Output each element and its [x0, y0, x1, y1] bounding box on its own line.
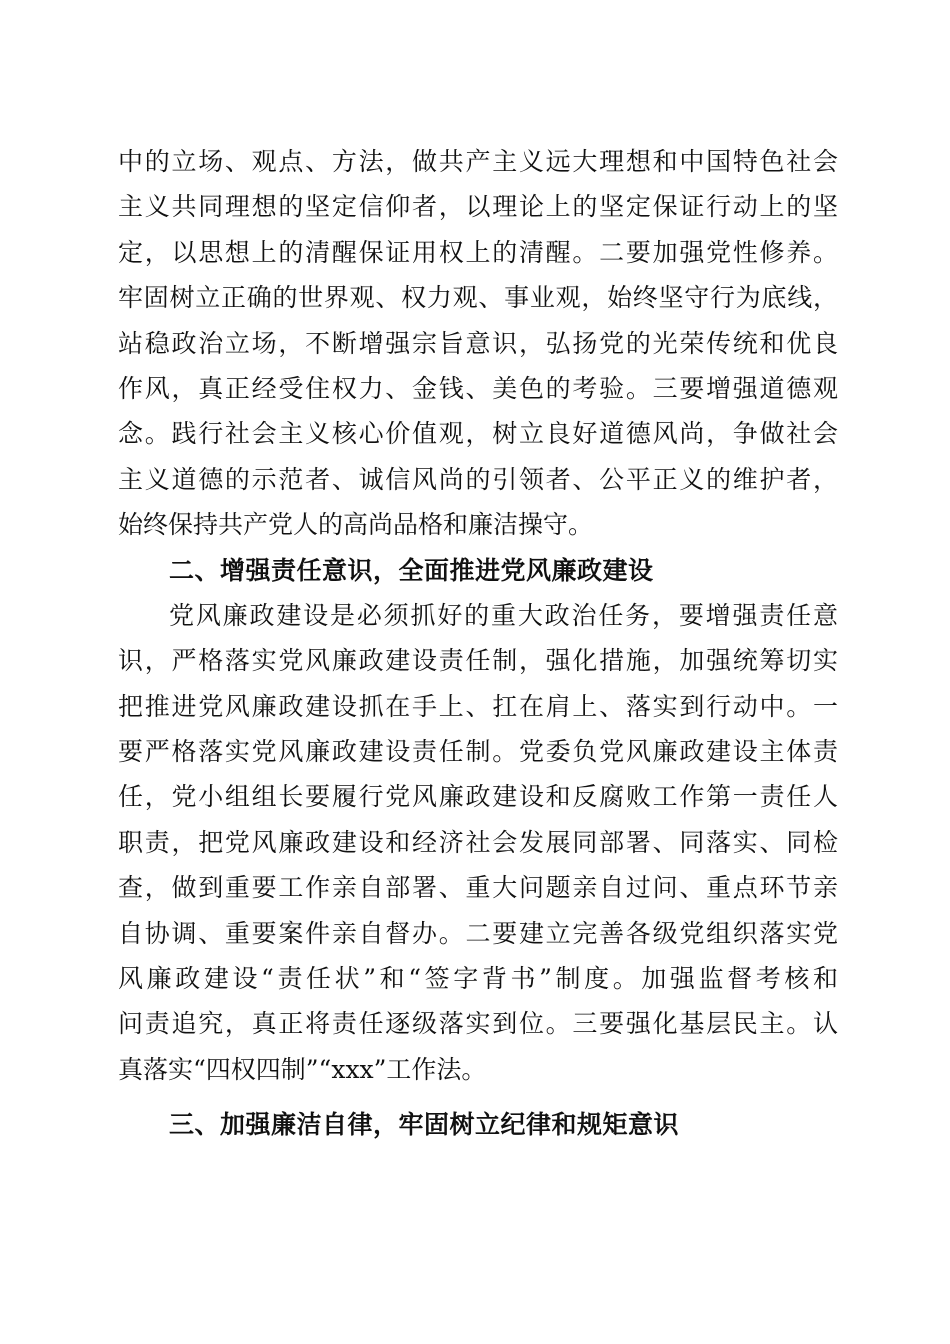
text-line: 始终保持共产党人的高尚品格和廉洁操守。 [118, 510, 594, 540]
document-body [118, 139, 838, 1148]
text-line: 真落实“四权四制”“xxx”工作法。 [118, 1054, 487, 1084]
text-line: 党风廉政建设是必须抓好的重大政治任务，要增强责任意 [169, 600, 838, 630]
text-line: 念。践行社会主义核心价值观，树立良好道德风尚，争做社会 [118, 419, 838, 449]
text-line: 职责，把党风廉政建设和经济社会发展同部署、同落实、同检 [118, 827, 838, 857]
text-line: 牢固树立正确的世界观、权力观、事业观，始终坚守行为底线， [118, 283, 838, 313]
spacer [118, 1092, 838, 1102]
text-line: 把推进党风廉政建设抓在手上、扛在肩上、落实到行动中。一 [118, 691, 838, 721]
text-line: 识，严格落实党风廉政建设责任制，强化措施，加强统筹切实 [118, 646, 838, 676]
text-line: 主义共同理想的坚定信仰者，以理论上的坚定保证行动上的坚 [118, 192, 838, 222]
text-line: 风廉政建设“责任状”和“签字背书”制度。加强监督考核和 [118, 964, 838, 994]
text-line: 自协调、重要案件亲自督办。二要建立完善各级党组织落实党 [118, 918, 838, 948]
text-line: 要严格落实党风廉政建设责任制。党委负党风廉政建设主体责 [118, 737, 838, 767]
text-line: 定，以思想上的清醒保证用权上的清醒。二要加强党性修养。 [118, 237, 838, 267]
text-line: 任，党小组组长要履行党风廉政建设和反腐败工作第一责任人 [118, 782, 838, 812]
paragraph-section-2 [118, 593, 838, 1092]
section-heading-3: 三、加强廉洁自律，牢固树立纪律和规矩意识 [169, 1110, 680, 1140]
text-line: 中的立场、观点、方法，做共产主义远大理想和中国特色社会 [118, 147, 838, 176]
text-line: 主义道德的示范者、诚信风尚的引领者、公平正义的维护者， [118, 464, 838, 494]
text-line: 作风，真正经受住权力、金钱、美色的考验。三要增强道德观 [118, 373, 838, 403]
text-line: 站稳政治立场，不断增强宗旨意识，弘扬党的光荣传统和优良 [118, 328, 838, 358]
paragraph-continued [118, 139, 838, 548]
text-line: 查，做到重要工作亲自部署、重大问题亲自过问、重点环节亲 [118, 873, 838, 903]
section-heading-2: 二、增强责任意识，全面推进党风廉政建设 [169, 555, 654, 585]
text-line: 问责追究，真正将责任逐级落实到位。三要强化基层民主。认 [118, 1009, 838, 1039]
